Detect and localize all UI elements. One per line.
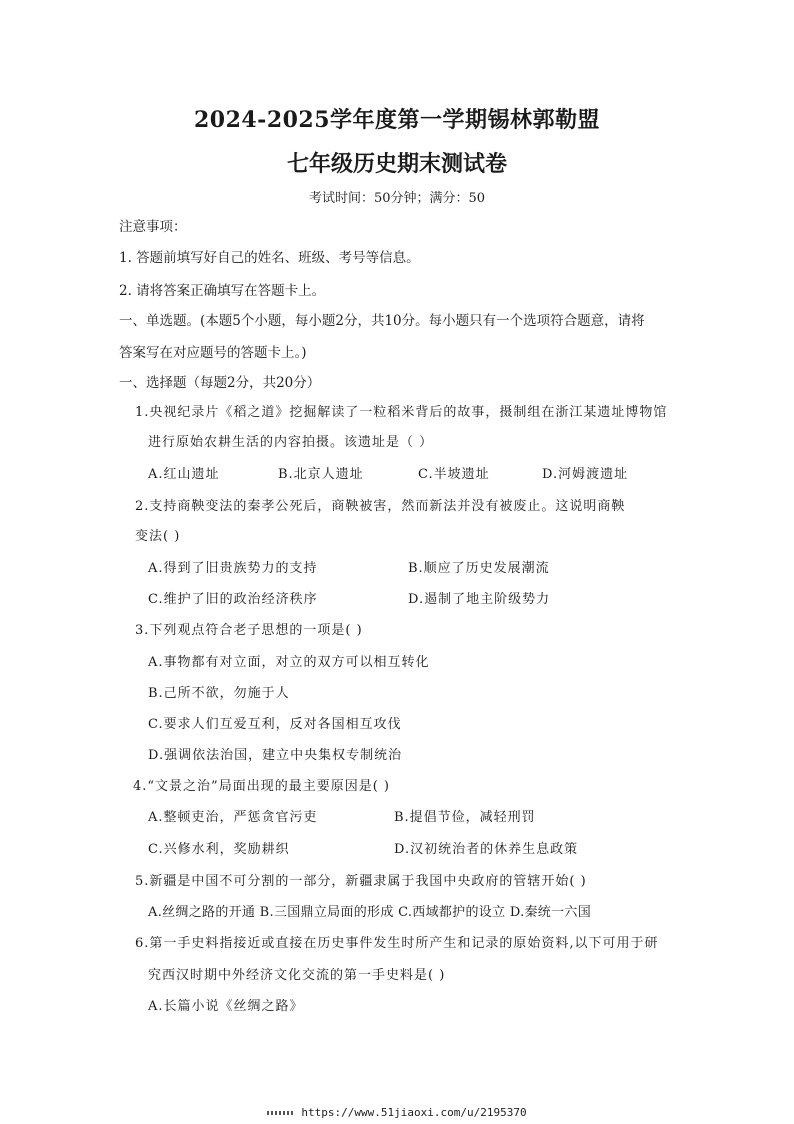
- q3-option-c: C.要求人们互爱互利，反对各国相互攻伐: [148, 717, 402, 732]
- notice-item-2: 2. 请将答案正确填写在答题卡上。: [119, 283, 326, 299]
- q4-option-b: B.提倡节俭，减轻刑罚: [394, 810, 536, 825]
- q2-option-c: C.维护了旧的政治经济秩序: [148, 592, 318, 607]
- q5-options: A.丝绸之路的开通 B.三国鼎立局面的形成 C.西域都护的设立 D.秦统一六国: [148, 905, 592, 920]
- watermark-logo-icon: [267, 1111, 295, 1115]
- footer-url[interactable]: https://www.51jiaoxi.com/u/2195370: [301, 1106, 527, 1119]
- q1-stem-line1: 1.央视纪录片《稻之道》挖掘解读了一粒稻米背后的故事，摄制组在浙江某遗址博物馆: [135, 405, 668, 420]
- q2-option-b: B.顺应了历史发展潮流: [408, 561, 550, 576]
- notice-heading: 注意事项：: [119, 219, 187, 235]
- q1-option-c: C.半坡遗址: [418, 467, 490, 482]
- section1-line1: 一、单选题。(本题5个小题，每小题2分，共10分。每小题只有一个选项符合题意，请将: [119, 313, 645, 329]
- q1-stem-line2: 进行原始农耕生活的内容拍摄。该遗址是（ ）: [148, 435, 434, 450]
- q4-stem: 4.“文景之治”局面出现的最主要原因是( ): [133, 779, 390, 794]
- q2-stem-line2: 变法( ): [135, 529, 181, 544]
- q3-option-b: B.己所不欲，勿施于人: [148, 686, 290, 701]
- q3-option-d: D.强调依法治国，建立中央集权专制统治: [148, 748, 403, 763]
- q2-option-d: D.遏制了地主阶级势力: [408, 592, 551, 607]
- q4-option-c: C.兴修水利，奖励耕织: [148, 842, 290, 857]
- section1-line2: 答案写在对应题号的答题卡上。): [119, 345, 307, 361]
- q6-stem-line2: 究西汉时期中外经济文化交流的第一手史料是( ): [148, 968, 446, 983]
- exam-title-line1: 2024-2025学年度第一学期锡林郭勒盟: [193, 107, 601, 133]
- q6-stem-line1: 6.第一手史料指接近或直接在历史事件发生时所产生和记录的原始资料,以下可用于研: [135, 936, 659, 951]
- q1-option-b: B.北京人遗址: [278, 467, 364, 482]
- q6-option-a: A.长篇小说《丝绸之路》: [148, 999, 304, 1014]
- notice-item-1: 1. 答题前填写好自己的姓名、班级、考号等信息。: [119, 250, 420, 266]
- q2-stem-line1: 2.支持商鞅变法的秦孝公死后，商鞅被害，然而新法并没有被废止。这说明商鞅: [135, 499, 626, 514]
- q4-option-d: D.汉初统治者的休养生息政策: [394, 842, 579, 857]
- q4-option-a: A.整顿吏治，严惩贪官污吏: [148, 810, 318, 825]
- section2-heading: 一、选择题（每题2分，共20分）: [119, 375, 321, 391]
- exam-title-line2: 七年级历史期末测试卷: [286, 151, 507, 177]
- exam-info: 考试时间：50分钟；满分：50: [308, 191, 486, 206]
- q1-option-d: D.河姆渡遗址: [542, 467, 629, 482]
- q3-option-a: A.事物都有对立面，对立的双方可以相互转化: [148, 655, 430, 670]
- q1-option-a: A.红山遗址: [148, 467, 220, 482]
- q5-stem: 5.新疆是中国不可分割的一部分，新疆隶属于我国中央政府的管辖开始( ): [135, 874, 587, 889]
- q2-option-a: A.得到了旧贵族势力的支持: [148, 561, 318, 576]
- footer: [0, 1106, 794, 1119]
- q3-stem: 3.下列观点符合老子思想的一项是( ): [135, 623, 363, 638]
